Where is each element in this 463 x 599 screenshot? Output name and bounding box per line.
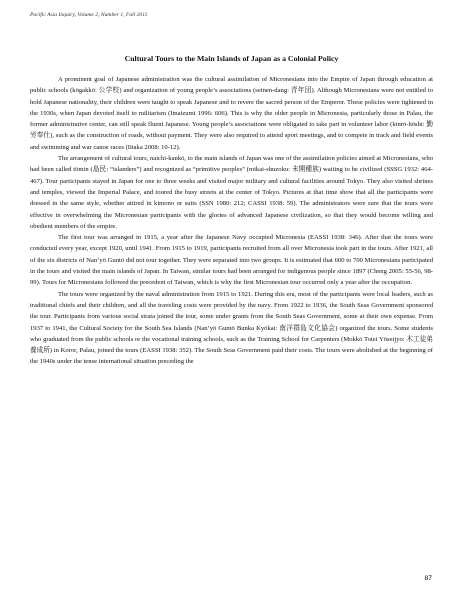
paragraph: A prominent goal of Japanese administration was the cultural assimilation of Micronesians into the Empire of Japan through education at public schools (kōgakkō: 公学校) and organization of young people’s associations (seinen-dang: 青年団). Although Micronesians were not entitled to hold Japanese nationality, their children were taught to speak Japanese and to revere the sacred person of the Emperor. These policies were tightened in the 1930s, when Japan devoted itself to militarism (Imaizumi 1996: 606). This is why the older people in Micronesia, particularly those in Palau, the former administrative center, can still speak fluent Japanese. Young people’s associations were obligated to take part in volunteer labor (kinrō-hōshi: 勤労奉仕), such as the construction of roads, without payment. They were also required to attend sport meetings, and to compete in track and field events and swimming and war canoe races (Iitaka 2008: 10-12). [30, 76, 433, 151]
running-header: Pacific Asia Inquiry, Volume 2, Number 1, Fall 2011 [30, 12, 148, 18]
body-text [30, 74, 433, 368]
section-title: Cultural Tours to the Main Islands of Japan as a Colonial Policy [124, 54, 339, 63]
paragraph: The arrangement of cultural tours, naichi-kankō, to the main islands of Japan was one of the assimilation policies aimed at Micronesians, who had been called tōmin (島民: “islanders”) and recognized as “primitive peoples” (mikai-shuzoku: 未開種族) waiting to be civilized (SSSG 1932: 464-467). Tour participants stayed in Japan for one to three weeks and visited major military and cultural facilities around Tokyo. They also visited shrines and temples, viewed the Imperial Palace, and toured the busy streets at the center of Tokyo. Pictures at that time show that all the participants were dressed in the same style, whether attired in kimono or suits (SSN 1980: 212; CASSI 1938: 59). The administrators were sure that the tours were effective in overwhelming the Micronesian participants with the glories of advanced Japanese civilization, so that they would become willing and obedient members of the empire. [30, 155, 433, 230]
paragraph: The first tour was arranged in 1915, a year after the Japanese Navy occupied Micronesia (EASSI 1938: 346). After that the tours were conducted every year, except 1920, until 1941. From 1915 to 1919, participants recruited from all over Micronesia took part in the tours. After 1921, all of the six districts of Nan’yō Guntō did not tour together. They were separated into two groups. It is estimated that 600 to 700 Micronesians participated in the tours and visited the main islands of Japan. In Taiwan, similar tours had been arranged for indigenous people since 1897 (Cheng 2005: 55-56, 98-99). Tours for Micronesians followed the precedent of Taiwan, which is why the first Micronesian tour occurred only a year after the occupation. [30, 234, 433, 287]
paragraph: The tours were organized by the naval administration from 1915 to 1921. During this era, most of the participants were local leaders, such as traditional chiefs and their children, and all the traveling costs were provided by the navy. From 1922 to 1936, the South Seas Government sponsored the tour. Participants from various social strata joined the tour, some under grants from the South Seas Government, some at their own expense. From 1937 to 1941, the Cultural Society for the South Sea Islands (Nan’yō Guntō Bunka Kyōkai: 南洋群島文化協会) organized the tours. Some students who graduated from the public schools or the vocational training schools, such as the Training School for Carpenters (Mokkō Totei Yōseijyo: 木工徒弟養成所) in Koror, Palau, joined the tours (EASSI 1938: 352). The South Seas Government paid their costs. The tours were abolished at the beginning of the 1940s under the tense international situation preceding the [30, 290, 433, 366]
page-number: 87 [424, 575, 432, 582]
